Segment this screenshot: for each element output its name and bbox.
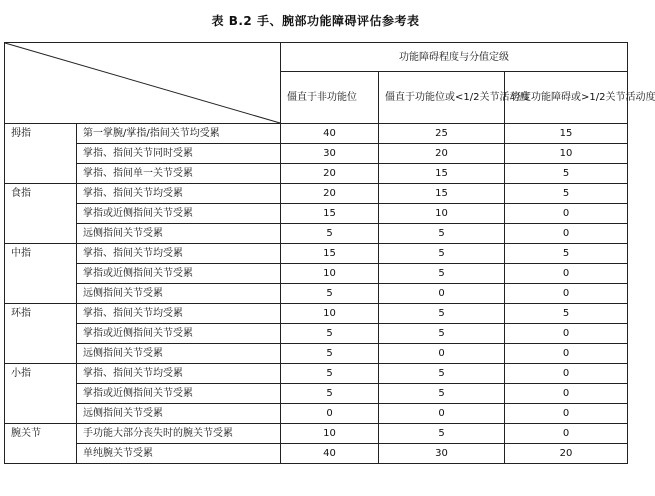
table-row [5, 224, 628, 244]
score-cell: 15 [505, 124, 628, 144]
score-cell: 10 [281, 424, 379, 444]
table-row [5, 264, 628, 284]
joint-description: 掌指或近侧指间关节受累 [77, 264, 281, 284]
table-row [5, 424, 628, 444]
score-cell: 40 [281, 124, 379, 144]
table-title: 表 B.2 手、腕部功能障碍评估参考表 [211, 14, 420, 28]
score-cell: 20 [505, 444, 628, 464]
table-row [5, 324, 628, 344]
table-row [5, 244, 628, 264]
column-header-rigid-nonfunctional: 僵直于非功能位 [281, 72, 379, 124]
table-row [5, 144, 628, 164]
score-cell: 5 [379, 324, 505, 344]
score-cell: 40 [281, 444, 379, 464]
score-cell: 20 [379, 144, 505, 164]
finger-group-label: 食指 [5, 184, 77, 244]
score-cell: 5 [281, 324, 379, 344]
score-cell: 5 [379, 244, 505, 264]
diagonal-line [5, 43, 280, 123]
table-row [5, 364, 628, 384]
joint-description: 远侧指间关节受累 [77, 404, 281, 424]
table-row [5, 344, 628, 364]
score-cell: 5 [379, 384, 505, 404]
score-cell: 0 [505, 404, 628, 424]
joint-description: 远侧指间关节受累 [77, 284, 281, 304]
score-cell: 20 [281, 184, 379, 204]
score-cell: 0 [505, 324, 628, 344]
joint-description: 掌指、指间单一关节受累 [77, 164, 281, 184]
score-cell: 0 [505, 424, 628, 444]
column-header-mild: 轻度功能障碍或>1/2关节活动度 [505, 72, 628, 124]
score-cell: 5 [281, 364, 379, 384]
score-cell: 5 [281, 284, 379, 304]
score-cell: 15 [379, 184, 505, 204]
table-row [5, 124, 628, 144]
joint-description: 掌指或近侧指间关节受累 [77, 324, 281, 344]
score-cell: 5 [505, 184, 628, 204]
score-cell: 0 [379, 284, 505, 304]
score-cell: 5 [281, 224, 379, 244]
joint-description: 手功能大部分丧失时的腕关节受累 [77, 424, 281, 444]
joint-description: 掌指或近侧指间关节受累 [77, 204, 281, 224]
score-cell: 25 [379, 124, 505, 144]
score-cell: 5 [379, 424, 505, 444]
score-cell: 5 [281, 344, 379, 364]
score-cell: 0 [379, 344, 505, 364]
joint-description: 第一掌腕/掌指/指间关节均受累 [77, 124, 281, 144]
score-cell: 30 [379, 444, 505, 464]
score-cell: 15 [281, 244, 379, 264]
joint-description: 单纯腕关节受累 [77, 444, 281, 464]
score-cell: 10 [379, 204, 505, 224]
assessment-table [4, 42, 655, 464]
table-row [5, 444, 628, 464]
column-header-rigid-functional: 僵直于功能位或<1/2关节活动度 [379, 72, 505, 124]
table-row [5, 164, 628, 184]
score-cell: 5 [379, 264, 505, 284]
finger-group-label: 中指 [5, 244, 77, 304]
score-cell: 5 [505, 164, 628, 184]
finger-group-label: 腕关节 [5, 424, 77, 464]
score-cell: 0 [505, 364, 628, 384]
score-cell: 0 [505, 384, 628, 404]
score-cell: 5 [505, 244, 628, 264]
score-cell: 10 [281, 304, 379, 324]
score-cell: 0 [505, 204, 628, 224]
joint-description: 掌指、指间关节均受累 [77, 364, 281, 384]
joint-description: 掌指或近侧指间关节受累 [77, 384, 281, 404]
finger-group-label: 小指 [5, 364, 77, 424]
joint-description: 远侧指间关节受累 [77, 224, 281, 244]
diagonal-header-cell [5, 43, 281, 124]
score-cell: 20 [281, 164, 379, 184]
joint-description: 掌指、指间关节同时受累 [77, 144, 281, 164]
score-cell: 5 [505, 304, 628, 324]
finger-group-label: 环指 [5, 304, 77, 364]
joint-description: 掌指、指间关节均受累 [77, 244, 281, 264]
table-row [5, 284, 628, 304]
score-cell: 30 [281, 144, 379, 164]
score-cell: 5 [379, 304, 505, 324]
score-cell: 0 [505, 224, 628, 244]
score-cell: 0 [505, 264, 628, 284]
score-cell: 15 [379, 164, 505, 184]
table-row [5, 204, 628, 224]
table-row [5, 304, 628, 324]
score-cell: 0 [281, 404, 379, 424]
score-cell: 15 [281, 204, 379, 224]
score-cell: 5 [379, 364, 505, 384]
joint-description: 掌指、指间关节均受累 [77, 304, 281, 324]
score-cell: 10 [281, 264, 379, 284]
score-cell: 0 [505, 344, 628, 364]
score-cell: 0 [505, 284, 628, 304]
score-cell: 0 [379, 404, 505, 424]
score-cell: 5 [379, 224, 505, 244]
joint-description: 掌指、指间关节均受累 [77, 184, 281, 204]
score-cell: 10 [505, 144, 628, 164]
table-row [5, 384, 628, 404]
table-row [5, 404, 628, 424]
column-group-header: 功能障碍程度与分值定级 [281, 43, 628, 72]
score-cell: 5 [281, 384, 379, 404]
joint-description: 远侧指间关节受累 [77, 344, 281, 364]
table-row [5, 184, 628, 204]
finger-group-label: 拇指 [5, 124, 77, 184]
